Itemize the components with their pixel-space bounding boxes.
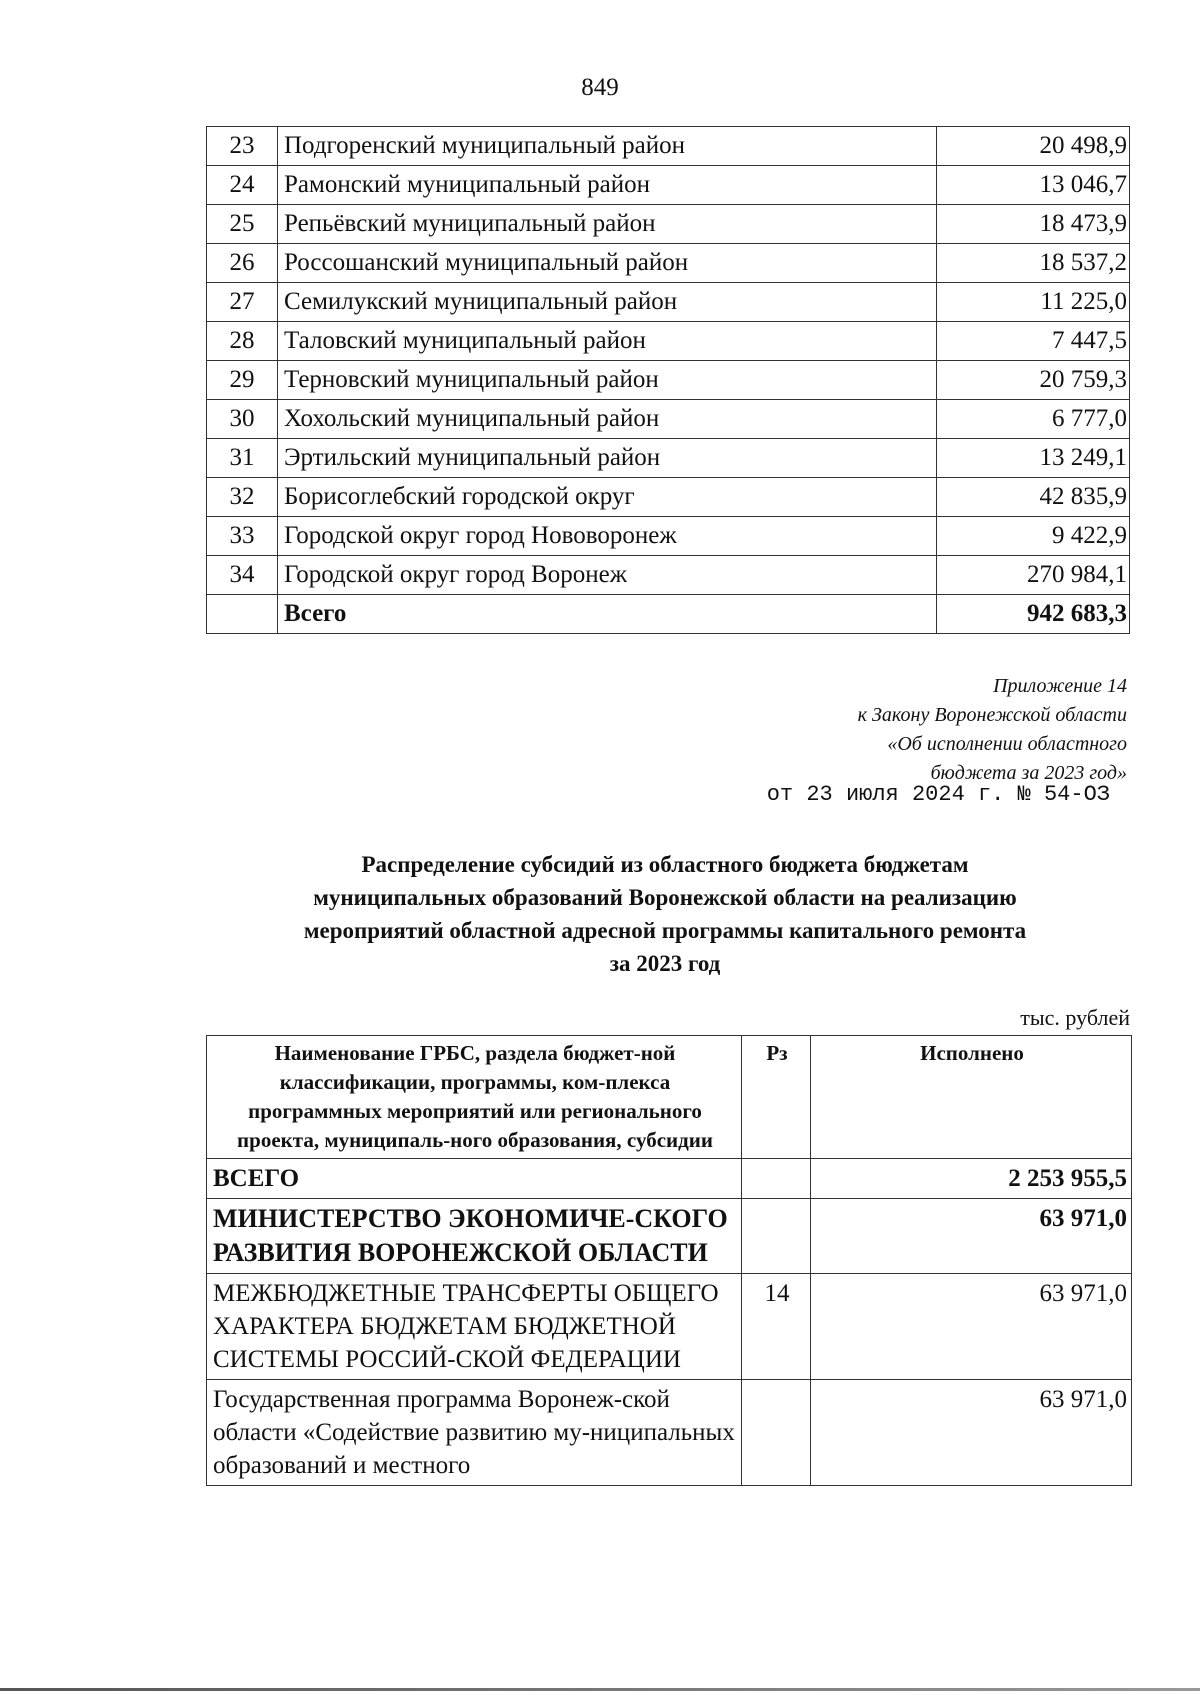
row-value: 942 683,3 xyxy=(937,595,1130,634)
row-value: 270 984,1 xyxy=(937,556,1130,595)
row-value: 11 225,0 xyxy=(937,283,1130,322)
document-title xyxy=(200,848,1130,980)
table-row xyxy=(207,478,1130,517)
row-number: 27 xyxy=(207,283,278,322)
row-value: 63 971,0 xyxy=(811,1274,1132,1380)
table-row xyxy=(207,166,1130,205)
header-executed: Исполнено xyxy=(811,1036,1132,1159)
header-rz: Рз xyxy=(742,1036,811,1159)
table-row xyxy=(207,400,1130,439)
table-row-program xyxy=(207,1380,1132,1486)
table-row-transfers xyxy=(207,1274,1132,1380)
table-row xyxy=(207,556,1130,595)
table-row-total xyxy=(207,595,1130,634)
row-rz: 14 xyxy=(742,1274,811,1380)
row-name: Таловский муниципальный район xyxy=(278,322,937,361)
table-row xyxy=(207,205,1130,244)
appendix-caption xyxy=(600,672,1127,788)
row-name: Эртильский муниципальный район xyxy=(278,439,937,478)
appendix-line: Приложение 14 xyxy=(993,675,1127,697)
row-value: 2 253 955,5 xyxy=(811,1159,1132,1199)
law-date: от 23 июля 2024 г. № 54-ОЗ xyxy=(766,782,1110,807)
row-name: Всего xyxy=(278,595,937,634)
row-name: Хохольский муниципальный район xyxy=(278,400,937,439)
districts-table xyxy=(206,126,1130,634)
row-name: Городской округ город Воронеж xyxy=(278,556,937,595)
row-value: 9 422,9 xyxy=(937,517,1130,556)
table-row xyxy=(207,439,1130,478)
title-line: Распределение субсидий из областного бюджета бюджетам xyxy=(361,852,969,877)
header-name: Наименование ГРБС, раздела бюджет-ной классификации, программы, ком-плекса программных мероприятий или регионального проекта, муниципаль-ного образования, субсидии xyxy=(207,1036,742,1159)
table-row xyxy=(207,322,1130,361)
table-row xyxy=(207,244,1130,283)
row-rz xyxy=(742,1380,811,1486)
row-value: 42 835,9 xyxy=(937,478,1130,517)
row-name: Семилукский муниципальный район xyxy=(278,283,937,322)
row-name: МИНИСТЕРСТВО ЭКОНОМИЧЕ-СКОГО РАЗВИТИЯ ВОРОНЕЖСКОЙ ОБЛАСТИ xyxy=(207,1199,742,1274)
appendix-line: к Закону Воронежской области xyxy=(857,704,1127,726)
row-number: 28 xyxy=(207,322,278,361)
row-number: 32 xyxy=(207,478,278,517)
row-number: 30 xyxy=(207,400,278,439)
title-line: муниципальных образований Воронежской области на реализацию xyxy=(313,885,1017,910)
table-row xyxy=(207,361,1130,400)
title-line: мероприятий областной адресной программы капитального ремонта xyxy=(303,918,1027,943)
row-number: 24 xyxy=(207,166,278,205)
row-value: 6 777,0 xyxy=(937,400,1130,439)
row-value: 7 447,5 xyxy=(937,322,1130,361)
row-rz xyxy=(742,1199,811,1274)
subsidies-table xyxy=(206,1035,1132,1486)
row-rz xyxy=(742,1159,811,1199)
row-number: 26 xyxy=(207,244,278,283)
row-number xyxy=(207,595,278,634)
appendix-line: бюджета за 2023 год» xyxy=(930,762,1127,784)
row-name: МЕЖБЮДЖЕТНЫЕ ТРАНСФЕРТЫ ОБЩЕГО ХАРАКТЕРА БЮДЖЕТАМ БЮДЖЕТНОЙ СИСТЕМЫ РОССИЙ-СКОЙ ФЕДЕРАЦИИ xyxy=(207,1274,742,1380)
row-number: 31 xyxy=(207,439,278,478)
title-line: за 2023 год xyxy=(609,951,721,976)
row-number: 25 xyxy=(207,205,278,244)
row-value: 63 971,0 xyxy=(811,1380,1132,1486)
page-number: 849 xyxy=(581,74,619,101)
row-name: Россошанский муниципальный район xyxy=(278,244,937,283)
table-row xyxy=(207,517,1130,556)
bottom-rule xyxy=(0,1688,1200,1691)
row-name: Подгоренский муниципальный район xyxy=(278,127,937,166)
row-name: Борисоглебский городской округ xyxy=(278,478,937,517)
row-value: 20 498,9 xyxy=(937,127,1130,166)
row-value: 63 971,0 xyxy=(811,1199,1132,1274)
table-row-total xyxy=(207,1159,1132,1199)
row-number: 34 xyxy=(207,556,278,595)
row-name: Репьёвский муниципальный район xyxy=(278,205,937,244)
row-value: 13 046,7 xyxy=(937,166,1130,205)
row-value: 13 249,1 xyxy=(937,439,1130,478)
table-row-ministry xyxy=(207,1199,1132,1274)
row-name: Государственная программа Воронеж-ской области «Содействие развитию му-ниципальных образований и местного xyxy=(207,1380,742,1486)
row-number: 33 xyxy=(207,517,278,556)
row-value: 18 473,9 xyxy=(937,205,1130,244)
row-name: Городской округ город Нововоронеж xyxy=(278,517,937,556)
row-number: 23 xyxy=(207,127,278,166)
row-name: Рамонский муниципальный район xyxy=(278,166,937,205)
header-row xyxy=(207,1036,1132,1159)
row-value: 20 759,3 xyxy=(937,361,1130,400)
table-row xyxy=(207,127,1130,166)
row-value: 18 537,2 xyxy=(937,244,1130,283)
table-row xyxy=(207,283,1130,322)
units-label: тыс. рублей xyxy=(1020,1005,1130,1030)
row-name: Терновский муниципальный район xyxy=(278,361,937,400)
appendix-line: «Об исполнении областного xyxy=(887,733,1127,755)
row-number: 29 xyxy=(207,361,278,400)
row-name: ВСЕГО xyxy=(207,1159,742,1199)
